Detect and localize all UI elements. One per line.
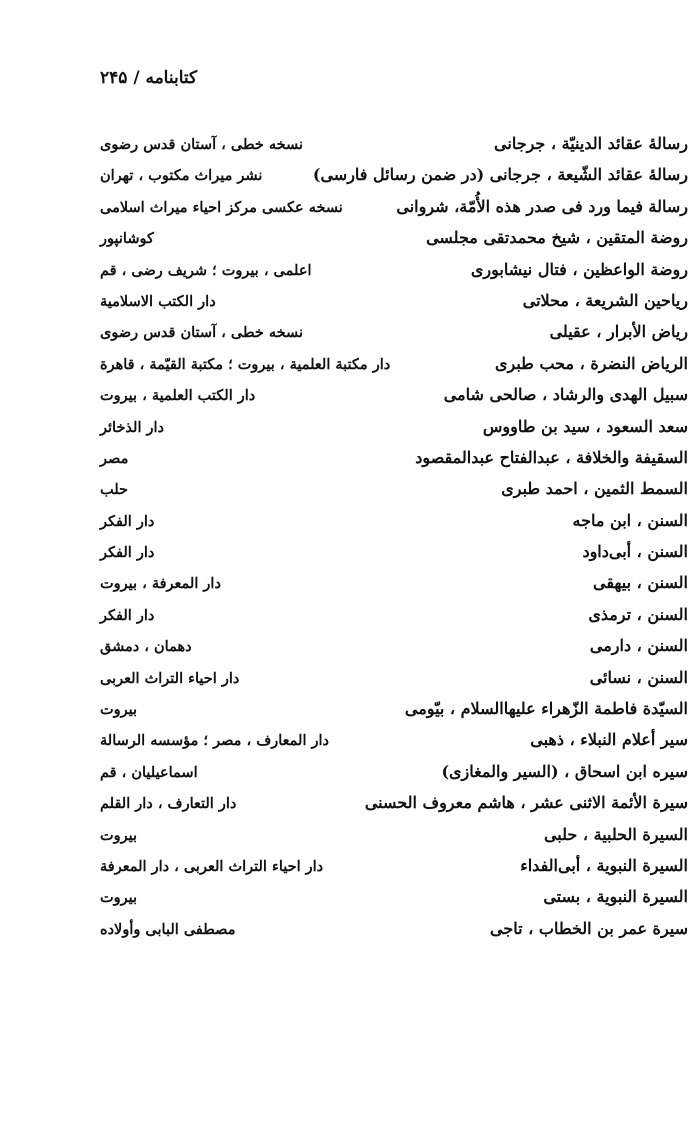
bibliography-entry xyxy=(100,379,688,410)
bibliography-entry xyxy=(100,787,688,818)
entry-publisher: مصر xyxy=(100,449,129,467)
bibliography-entry xyxy=(100,724,688,755)
entry-title: سیره ابن اسحاق ، (السیر والمغازی) xyxy=(441,761,688,781)
entry-title: السنن ، ابن ماجه xyxy=(572,510,688,530)
entry-title: السنن ، أبی‌داود xyxy=(582,542,688,562)
entry-title: السنن ، بیهقی xyxy=(593,573,688,593)
entry-publisher: دار التعارف ، دار القلم xyxy=(100,795,237,813)
entry-publisher: دار الفکر xyxy=(100,606,155,624)
entry-publisher: اعلمی ، بیروت ؛ شریف رضی ، قم xyxy=(100,261,312,279)
bibliography-entry xyxy=(100,473,688,504)
entry-title: السنن ، دارمی xyxy=(589,636,688,656)
entry-publisher: نسخه عکسی مرکز احیاء میراث اسلامی xyxy=(100,198,343,216)
entry-publisher: بیروت xyxy=(100,889,138,907)
entry-title: السمط الثمین ، احمد طبری xyxy=(501,479,688,499)
entry-publisher: دار احیاء التراث العربی xyxy=(100,669,240,687)
bibliography-entry xyxy=(100,411,688,442)
entry-publisher: نسخه خطی ، آستان قدس رضوی xyxy=(100,136,303,153)
entry-title: الریاض النضرة ، محب طبری xyxy=(494,353,688,373)
entry-publisher: حلب xyxy=(100,481,129,499)
entry-title: روضة المتقین ، شیخ محمدتقی مجلسی xyxy=(426,228,688,248)
entry-title: سیرة الأئمة الاثنی عشر ، هاشم معروف الحسنی xyxy=(364,793,688,813)
entry-publisher: بیروت xyxy=(100,701,138,719)
entry-publisher: دار الفکر xyxy=(100,512,155,530)
bibliography-entry xyxy=(100,128,688,159)
entry-publisher: کوشانپور xyxy=(100,230,154,248)
entry-title: ریاحین الشریعة ، محلاتی xyxy=(522,290,688,310)
bibliography-entry xyxy=(100,254,688,285)
entry-title: سبیل الهدی والرشاد ، صالحی شامی xyxy=(443,385,688,405)
entry-title: رسالهٔ عقائد الشّیعة ، جرجانی (در ضمن رسائل فارسی) xyxy=(312,165,688,185)
entry-title: السیّدة فاطمة الزّهراء علیهاالسلام ، بیّومی xyxy=(404,699,688,719)
entry-publisher: اسماعیلیان ، قم xyxy=(100,763,198,781)
bibliography-entry xyxy=(100,850,688,881)
entry-title: سیرة عمر بن الخطاب ، تاجی xyxy=(490,918,688,938)
entry-publisher: دار الفکر xyxy=(100,544,155,562)
entry-title: سیر أعلام النبلاء ، ذهبی xyxy=(530,730,688,750)
entry-publisher: مصطفی البابی وأولاده xyxy=(100,920,236,938)
entry-title: السیرة النبویة ، أبی‌الفداء xyxy=(520,855,688,875)
bibliography-entry xyxy=(100,191,688,222)
bibliography-entry xyxy=(100,442,688,473)
bibliography-entry xyxy=(100,881,688,912)
entry-publisher: نشر میراث مکتوب ، تهران xyxy=(100,167,263,185)
bibliography-entry xyxy=(100,159,688,190)
bibliography-entry xyxy=(100,693,688,724)
bibliography-entry xyxy=(100,913,688,944)
entry-publisher: دار مکتبة العلمیة ، بیروت ؛ مکتبة القیّمة ، قاهرة xyxy=(100,355,391,373)
running-header: کتابنامه / ۲۴۵ xyxy=(100,68,198,88)
entry-title: السیرة الحلبیة ، حلبی xyxy=(543,824,688,844)
entry-title: روضة الواعظین ، فتال نیشابوری xyxy=(470,259,688,279)
bibliography-list xyxy=(100,128,688,944)
entry-title: ریاض الأبرار ، عقیلی xyxy=(549,322,688,342)
bibliography-entry xyxy=(100,316,688,347)
entry-title: سعد السعود ، سید بن طاووس xyxy=(482,416,688,436)
entry-title: رسالة فیما ورد فی صدر هذه الأُمّة، شروانی xyxy=(396,196,688,216)
entry-title: السیرة النبویة ، بستی xyxy=(543,887,688,907)
bibliography-entry xyxy=(100,662,688,693)
bibliography-entry xyxy=(100,567,688,598)
entry-publisher: نسخه خطی ، آستان قدس رضوی xyxy=(100,324,303,342)
entry-publisher: دار المعارف ، مصر ؛ مؤسسه الرسالة xyxy=(100,732,330,750)
entry-title: السقیفة والخلافة ، عبدالفتاح عبدالمقصود xyxy=(415,447,688,467)
bibliography-entry xyxy=(100,505,688,536)
entry-title: رسالهٔ عقائد الدینیّة ، جرجانی xyxy=(494,134,688,153)
entry-publisher: دار احیاء التراث العربی ، دار المعرفة xyxy=(100,857,324,875)
entry-publisher: بیروت xyxy=(100,826,138,844)
bibliography-entry xyxy=(100,756,688,787)
bibliography-entry xyxy=(100,348,688,379)
bibliography-entry xyxy=(100,819,688,850)
bibliography-entry xyxy=(100,599,688,630)
entry-title: السنن ، نسائی xyxy=(589,667,688,687)
bibliography-entry xyxy=(100,222,688,253)
entry-publisher: دار الکتب الاسلامیة xyxy=(100,292,216,310)
bibliography-entry xyxy=(100,285,688,316)
entry-publisher: دهمان ، دمشق xyxy=(100,638,192,656)
entry-publisher: دار الذخائر xyxy=(100,418,165,436)
entry-title: السنن ، ترمذی xyxy=(588,604,688,624)
entry-publisher: دار المعرفة ، بیروت xyxy=(100,575,221,593)
entry-publisher: دار الکتب العلمیة ، بیروت xyxy=(100,387,256,405)
bibliography-entry xyxy=(100,630,688,661)
bibliography-entry xyxy=(100,536,688,567)
